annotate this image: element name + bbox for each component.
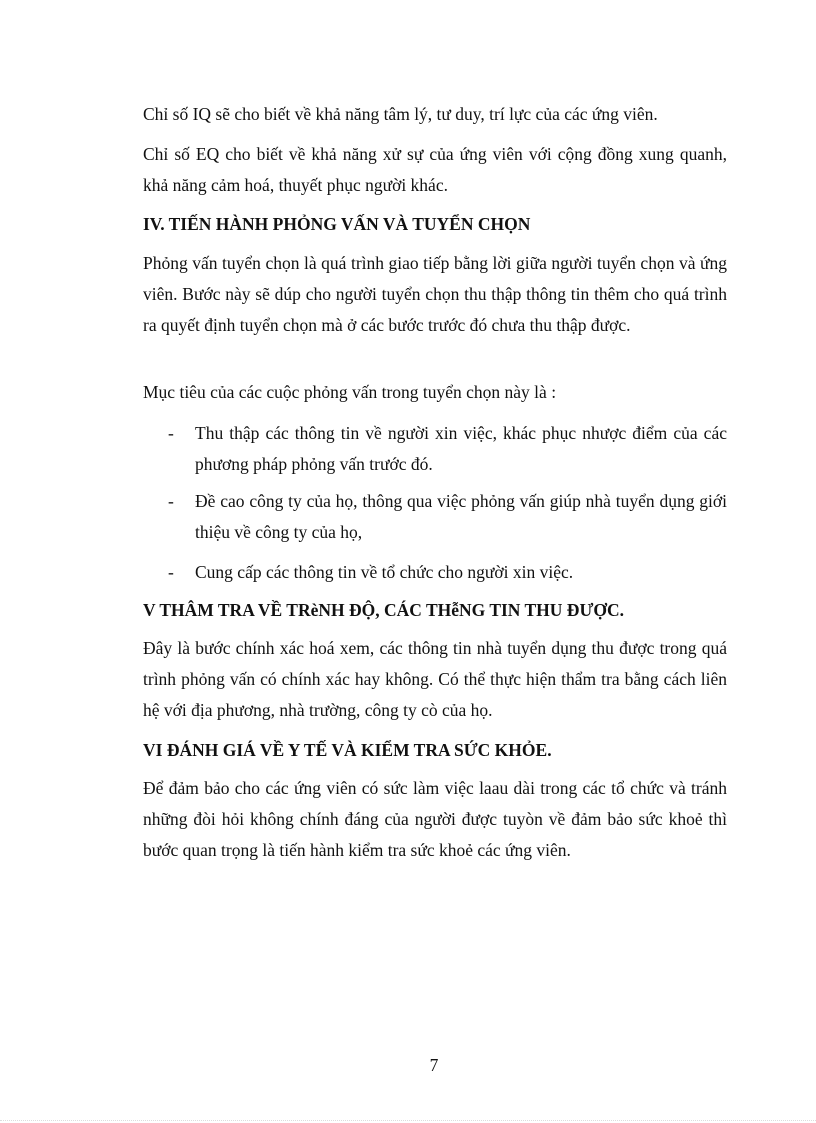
- section-4-goals-intro: Mục tiêu của các cuộc phỏng vấn trong tuyển chọn này là :: [143, 382, 557, 402]
- bullet-item: Cung cấp các thông tin về tổ chức cho người xin việc.: [195, 562, 574, 582]
- paragraph-eq: Chỉ số EQ cho biết về khả năng xử sự của ứng viên với cộng đồng xung quanh, khả năng cảm hoá, thuyết phục người khác.: [143, 144, 727, 195]
- section-5-text: Đây là bước chính xác hoá xem, các thông tin nhà tuyển dụng thu được trong quá trình phỏng vấn có chính xác hay không. Có thể thực hiện thẩm tra bằng cách liên hệ với địa phương, nhà trường, công ty cò của họ.: [143, 638, 727, 720]
- bullet-marker: -: [168, 423, 174, 443]
- section-4-heading: IV. TIẾN HÀNH PHỎNG VẤN VÀ TUYỂN CHỌN: [143, 214, 531, 234]
- section-5-heading: V THÂM TRA VỀ TRèNH ĐỘ, CÁC THễNG TIN THU ĐƯỢC.: [143, 600, 624, 620]
- section-6-text: Để đảm bảo cho các ứng viên có sức làm việc laau dài trong các tổ chức và tránh những đòi hỏi không chính đáng của người được tuyòn về đảm bảo sức khoẻ thì bước quan trọng là tiến hành kiểm tra sức khoẻ các ứng viên.: [143, 778, 727, 860]
- footer-divider: [0, 1120, 816, 1121]
- bullet-item: Đề cao công ty của họ, thông qua việc phỏng vấn giúp nhà tuyển dụng giới thiệu về công ty của họ,: [195, 491, 727, 542]
- bullet-marker: -: [168, 562, 174, 582]
- bullet-marker: -: [168, 491, 174, 511]
- bullet-item: Thu thập các thông tin về người xin việc, khác phục nhược điểm của các phương pháp phỏng vấn trước đó.: [195, 423, 727, 474]
- section-6-heading: VI ĐÁNH GIÁ VỀ Y TẾ VÀ KIỂM TRA SỨC KHỎE.: [143, 740, 552, 760]
- page-number: 7: [429, 1055, 439, 1075]
- paragraph-iq: Chỉ số IQ sẽ cho biết về khả năng tâm lý, tư duy, trí lực của các ứng viên.: [143, 104, 658, 124]
- section-4-intro: Phỏng vấn tuyển chọn là quá trình giao tiếp bằng lời giữa người tuyển chọn và ứng viên. Bước này sẽ dúp cho người tuyển chọn thu thập thông tin thêm cho quá trình ra quyết định tuyển chọn mà ở các bước trước đó chưa thu thập được.: [143, 253, 727, 335]
